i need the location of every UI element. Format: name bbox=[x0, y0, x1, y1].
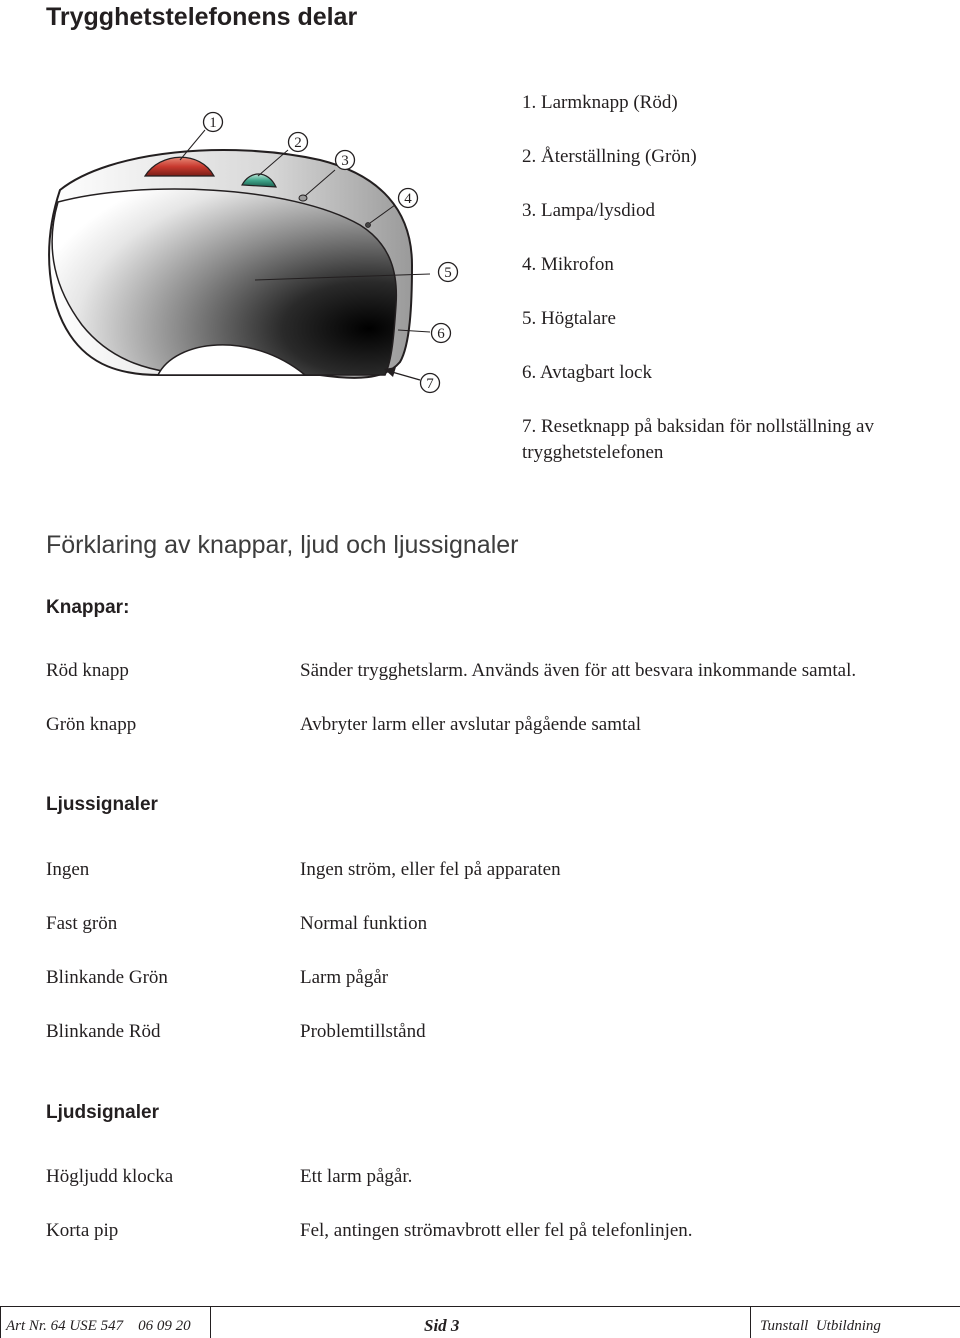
light-term: Ingen bbox=[46, 859, 90, 880]
callout-7: 7 bbox=[426, 376, 434, 392]
light-term: Blinkande Grön bbox=[46, 967, 168, 988]
button-desc: Sänder trygghetslarm. Används även för att besvara inkommande samtal. bbox=[300, 660, 857, 681]
callout-6: 6 bbox=[437, 326, 445, 342]
light-term: Blinkande Röd bbox=[46, 1021, 161, 1042]
legend-item: 5. Högtalare bbox=[522, 308, 616, 329]
telephone-diagram bbox=[0, 90, 480, 490]
buttons-heading: Knappar: bbox=[46, 597, 130, 618]
footer-divider bbox=[750, 1306, 751, 1338]
callout-2: 2 bbox=[294, 135, 302, 151]
callout-1: 1 bbox=[209, 115, 217, 131]
light-desc: Normal funktion bbox=[300, 913, 428, 934]
light-desc: Ingen ström, eller fel på apparaten bbox=[300, 859, 561, 880]
sound-term: Högljudd klocka bbox=[46, 1166, 174, 1187]
legend-item: 2. Återställning (Grön) bbox=[522, 146, 697, 167]
legend-item: 6. Avtagbart lock bbox=[522, 362, 652, 383]
footer-article-number: Art Nr. 64 USE 547 06 09 20 bbox=[6, 1318, 191, 1334]
footer-page-number: Sid 3 bbox=[424, 1316, 460, 1335]
footer-company: Tunstall Utbildning bbox=[760, 1318, 881, 1334]
sound-desc: Fel, antingen strömavbrott eller fel på telefonlinjen. bbox=[300, 1220, 693, 1241]
light-desc: Problemtillstånd bbox=[300, 1021, 426, 1042]
legend-item: 3. Lampa/lysdiod bbox=[522, 200, 655, 221]
legend-item: 1. Larmknapp (Röd) bbox=[522, 92, 678, 113]
light-desc: Larm pågår bbox=[300, 967, 389, 988]
button-term: Röd knapp bbox=[46, 660, 129, 681]
sounds-heading: Ljudsignaler bbox=[46, 1102, 159, 1123]
page-title: Trygghetstelefonens delar bbox=[46, 3, 358, 31]
light-term: Fast grön bbox=[46, 913, 118, 934]
callout-3: 3 bbox=[341, 153, 349, 169]
legend-item: 4. Mikrofon bbox=[522, 254, 614, 275]
lights-heading: Ljussignaler bbox=[46, 794, 158, 815]
button-term: Grön knapp bbox=[46, 714, 137, 735]
microphone-hole bbox=[366, 223, 371, 228]
button-desc: Avbryter larm eller avslutar pågående samtal bbox=[300, 714, 641, 735]
footer-divider bbox=[0, 1306, 1, 1338]
footer-divider bbox=[210, 1306, 211, 1338]
footer-rule bbox=[0, 1306, 960, 1307]
legend-item: 7. Resetknapp på baksidan för nollställning av trygghetstelefonen bbox=[522, 416, 874, 463]
section-title: Förklaring av knappar, ljud och ljussignaler bbox=[46, 531, 519, 559]
callout-4: 4 bbox=[404, 191, 412, 207]
callout-5: 5 bbox=[444, 265, 452, 281]
sound-desc: Ett larm pågår. bbox=[300, 1166, 413, 1187]
sound-term: Korta pip bbox=[46, 1220, 119, 1241]
